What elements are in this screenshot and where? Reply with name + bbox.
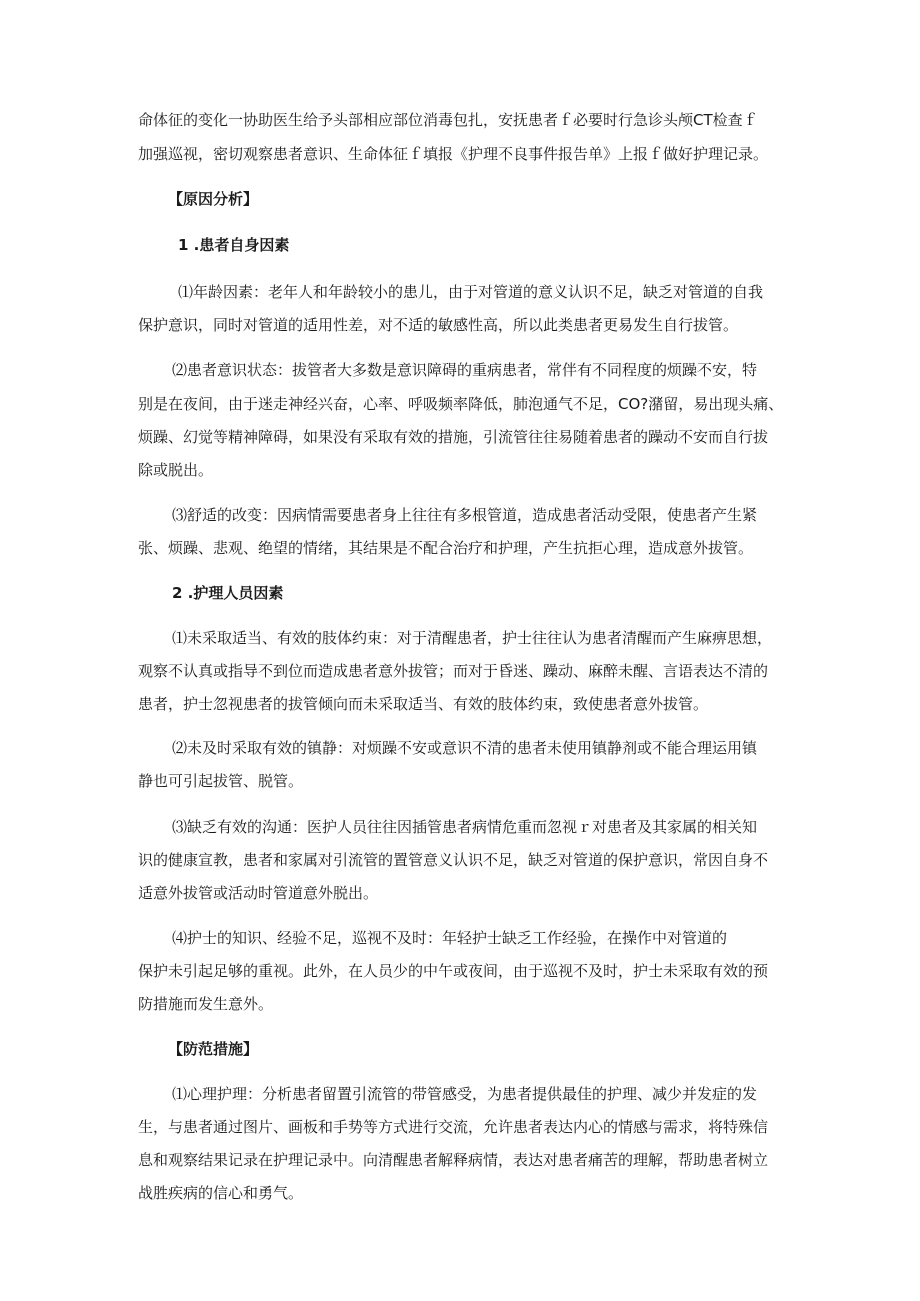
patient-p2-line-4: 除或脱出。 xyxy=(138,461,214,479)
cause-analysis-heading: 【原因分析】 xyxy=(168,190,259,208)
patient-p2-line-3: 烦躁、幻觉等精神障碍，如果没有采取有效的措施，引流管往往易随着患者的躁动不安而自行拔 xyxy=(138,428,769,446)
patient-p3-line-2: 张、烦躁、悲观、绝望的情绪，其结果是不配合治疗和护理，产生抗拒心理，造成意外拔管。 xyxy=(138,539,754,557)
intro-line-1: 命体征的变化一协助医生给予头部相应部位消毒包扎，安抚患者ｆ必要时行急诊头颅CT检查ｆ xyxy=(138,111,758,129)
nurse-p3-line-1: ⑶缺乏有效的沟通：医护人员往往因插管患者病情危重而忽视ｒ对患者及其家属的相关知 xyxy=(172,818,758,836)
nurse-p4-line-2: 保护未引起足够的重视。此外，在人员少的中午或夜间，由于巡视不及时，护士未采取有效的预 xyxy=(138,962,769,980)
patient-p2-line-2: 别是在夜间，由于迷走神经兴奋，心率、呼吸频率降低，肺泡通气不足，CO?潴留，易出现头痛、 xyxy=(138,395,784,413)
patient-p1-line-1: ⑴年龄因素：老年人和年龄较小的患儿，由于对管道的意义认识不足，缺乏对管道的自我 xyxy=(178,283,764,301)
nurse-factors-heading: 2 .护理人员因素 xyxy=(172,584,284,602)
nurse-p1-line-3: 患者，护士忽视患者的拔管倾向而未采取适当、有效的肢体约束，致使患者意外拔管。 xyxy=(138,695,709,713)
nurse-p1-line-2: 观察不认真或指导不到位而造成患者意外拔管；而对于昏迷、躁动、麻醉未醒、言语表达不清的 xyxy=(138,662,769,680)
nurse-p2-line-1: ⑵未及时采取有效的镇静：对烦躁不安或意识不清的患者未使用镇静剂或不能合理运用镇 xyxy=(172,739,758,757)
patient-p1-line-2: 保护意识，同时对管道的适用性差，对不适的敏感性高，所以此类患者更易发生自行拔管。 xyxy=(138,316,739,334)
prevention-p1-line-1: ⑴心理护理：分析患者留置引流管的带管感受，为患者提供最佳的护理、减少并发症的发 xyxy=(172,1085,758,1103)
nurse-p1-line-1: ⑴未采取适当、有效的肢体约束：对于清醒患者，护士往往认为患者清醒而产生麻痹思想， xyxy=(172,629,773,647)
patient-factors-heading: 1 .患者自身因素 xyxy=(178,236,290,254)
prevention-p1-line-3: 息和观察结果记录在护理记录中。向清醒患者解释病情，表达对患者痛苦的理解，帮助患者树立 xyxy=(138,1151,769,1169)
prevention-p1-line-2: 生，与患者通过图片、画板和手势等方式进行交流，允许患者表达内心的情感与需求，将特殊信 xyxy=(138,1118,769,1136)
prevention-p1-line-4: 战胜疾病的信心和勇气。 xyxy=(138,1184,304,1202)
nurse-p4-line-3: 防措施而发生意外。 xyxy=(138,995,274,1013)
patient-p3-line-1: ⑶舒适的改变：因病情需要患者身上往往有多根管道，造成患者活动受限，使患者产生紧 xyxy=(172,506,758,524)
nurse-p2-line-2: 静也可引起拔管、脱管。 xyxy=(138,772,304,790)
nurse-p3-line-3: 适意外拔管或活动时管道意外脱出。 xyxy=(138,884,379,902)
nurse-p4-line-1: ⑷护士的知识、经验不足，巡视不及时：年轻护士缺乏工作经验，在操作中对管道的 xyxy=(172,929,728,947)
nurse-p3-line-2: 识的健康宣教，患者和家属对引流管的置管意义认识不足，缺乏对管道的保护意识，常因自身不 xyxy=(138,851,769,869)
intro-line-2: 加强巡视，密切观察患者意识、生命体征ｆ填报《护理不良事件报告单》上报ｆ做好护理记录。 xyxy=(138,145,769,163)
patient-p2-line-1: ⑵患者意识状态：拔管者大多数是意识障碍的重病患者，常伴有不同程度的烦躁不安，特 xyxy=(172,361,758,379)
prevention-heading: 【防范措施】 xyxy=(168,1040,259,1058)
